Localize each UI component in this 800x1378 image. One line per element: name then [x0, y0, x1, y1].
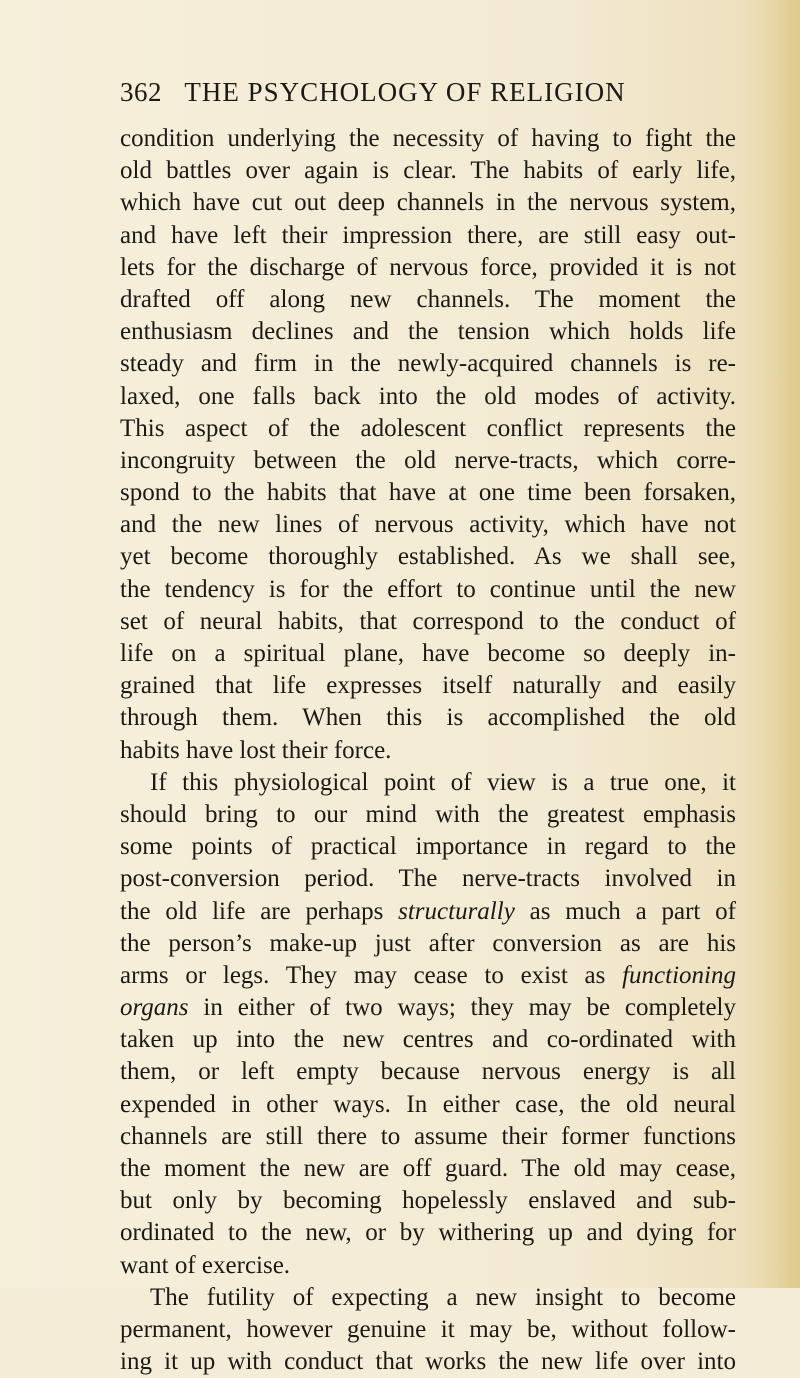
text-run: old battles over again is clear. The habits of early life,	[120, 157, 736, 185]
text-run: drafted off along new channels. The moment the	[120, 285, 736, 313]
text-line	[120, 155, 736, 187]
text-line	[120, 316, 736, 348]
page-number: 362	[120, 77, 162, 107]
text-run: and the new lines of nervous activity, which have not	[120, 511, 736, 539]
text-line	[120, 574, 736, 606]
text-line	[120, 1024, 736, 1056]
text-line	[120, 445, 736, 477]
text-line	[120, 413, 736, 445]
text-run: lets for the discharge of nervous force, provided it is not	[120, 253, 736, 281]
text-run: channels are still there to assume their former functions	[120, 1122, 736, 1150]
text-line	[120, 1314, 736, 1346]
text-line	[120, 1346, 736, 1378]
italic-text: organs	[120, 994, 189, 1022]
text-run: them, or left empty because nervous energy is all	[120, 1058, 736, 1086]
text-run: some points of practical importance in regard to the	[120, 833, 736, 861]
text-run: post-conversion period. The nerve-tracts involved in	[120, 865, 736, 893]
text-run: permanent, however genuine it may be, without follow-	[120, 1315, 736, 1343]
text-run: which have cut out deep channels in the nervous system,	[120, 189, 736, 217]
text-run: yet become thoroughly established. As we shall see,	[120, 543, 736, 571]
text-line	[120, 1153, 736, 1185]
text-line	[120, 284, 736, 316]
text-line	[120, 348, 736, 380]
italic-text: functioning	[622, 961, 736, 989]
text-run: the tendency is for the effort to continue until the new	[120, 575, 736, 603]
text-line	[120, 670, 736, 702]
text-run: through them. When this is accomplished the old	[120, 704, 736, 732]
text-run: ordinated to the new, or by withering up and dying for	[120, 1219, 736, 1247]
text-run: condition underlying the necessity of having to fight the	[120, 125, 736, 152]
text-line	[120, 799, 736, 831]
text-run: The futility of expecting a new insight to become	[150, 1283, 736, 1311]
text-line	[120, 1250, 736, 1282]
text-run: want of exercise.	[120, 1251, 291, 1279]
text-line	[120, 541, 736, 573]
text-line	[120, 220, 736, 252]
page-edge-shading	[762, 0, 800, 1288]
text-run: If this physiological point of view is a true one, it	[150, 768, 736, 796]
text-line	[120, 477, 736, 509]
running-head: THE PSYCHOLOGY OF RELIGION	[184, 77, 626, 107]
text-run: laxed, one falls back into the old modes of activity.	[120, 382, 736, 410]
text-run: arms or legs. They may cease to exist as	[120, 961, 623, 989]
text-line	[120, 252, 736, 284]
text-line	[120, 1282, 736, 1314]
text-run: spond to the habits that have at one time been forsaken,	[120, 479, 736, 507]
text-line	[120, 123, 736, 155]
text-run: the moment the new are off guard. The old may cease,	[120, 1155, 736, 1182]
text-run: as much a part of	[514, 897, 736, 925]
text-line	[120, 896, 736, 928]
text-line	[120, 1121, 736, 1153]
text-run: steady and firm in the newly-acquired channels is re-	[120, 350, 736, 378]
text-line	[120, 1056, 736, 1088]
text-run: taken up into the new centres and co-ordinated with	[120, 1026, 736, 1054]
text-run: enthusiasm declines and the tension which holds life	[120, 318, 736, 346]
text-line	[120, 638, 736, 670]
body-text	[120, 123, 736, 1378]
page-header	[120, 72, 760, 112]
text-line	[120, 606, 736, 638]
text-run: should bring to our mind with the greatest emphasis	[120, 800, 736, 828]
text-line	[120, 1185, 736, 1217]
text-line	[120, 831, 736, 863]
text-run: grained that life expresses itself naturally and easily	[120, 672, 736, 700]
text-line	[120, 509, 736, 541]
text-line	[120, 702, 736, 734]
text-run: but only by becoming hopelessly enslaved and sub-	[120, 1187, 736, 1215]
text-run: and have left their impression there, are still easy out-	[120, 221, 736, 249]
text-run: the old life are perhaps	[120, 897, 399, 925]
text-run: set of neural habits, that correspond to the conduct of	[120, 607, 736, 635]
text-line	[120, 1089, 736, 1121]
text-line	[120, 187, 736, 219]
text-line	[120, 767, 736, 799]
text-run: in either of two ways; they may be completely	[188, 994, 736, 1022]
text-run: the person’s make-up just after conversion as are his	[120, 929, 736, 957]
text-run: incongruity between the old nerve-tracts, which corre-	[120, 446, 736, 474]
text-line	[120, 1217, 736, 1249]
text-run: ing it up with conduct that works the new life over into	[120, 1348, 736, 1376]
text-run: This aspect of the adolescent conflict represents the	[120, 414, 736, 442]
text-run: life on a spiritual plane, have become so deeply in-	[120, 640, 736, 667]
text-line	[120, 381, 736, 413]
text-line	[120, 863, 736, 895]
text-line	[120, 735, 736, 767]
text-run: expended in other ways. In either case, the old neural	[120, 1090, 736, 1118]
text-line	[120, 960, 736, 992]
italic-text: structurally	[398, 897, 515, 925]
text-run: habits have lost their force.	[120, 736, 392, 764]
text-line	[120, 928, 736, 960]
text-line	[120, 992, 736, 1024]
